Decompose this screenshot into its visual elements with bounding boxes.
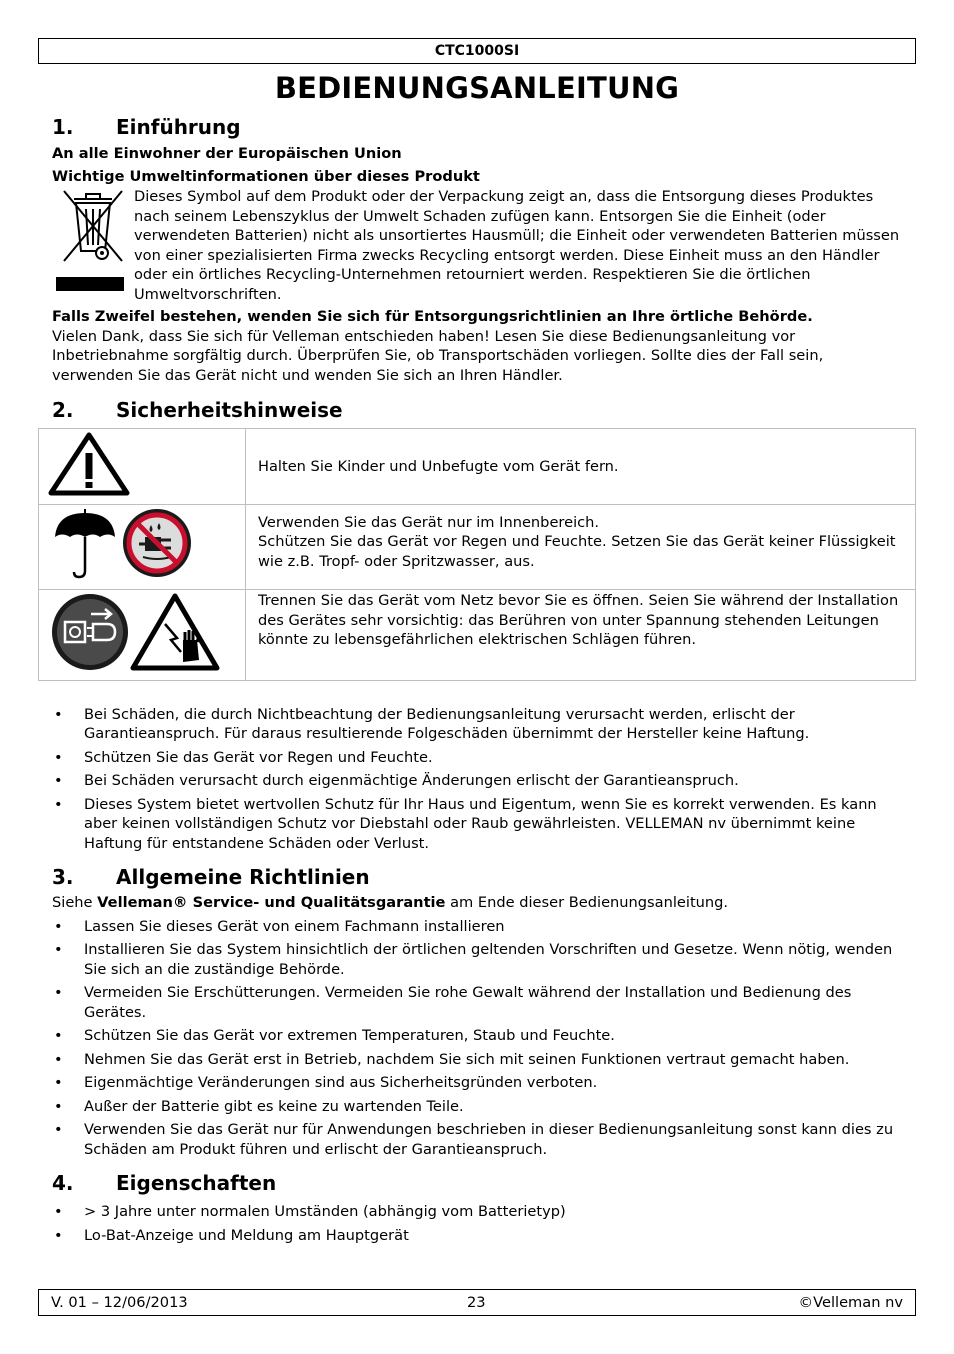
electric-shock-icon: [133, 596, 217, 668]
section-4-heading: [52, 1171, 902, 1195]
list-item: • Schützen Sie das Gerät vor extremen Temperaturen, Staub und Feuchte.: [52, 1026, 902, 1046]
safety-text: Halten Sie Kinder und Unbefugte vom Gerät fern.: [258, 457, 619, 475]
unplug-icon: [52, 594, 128, 670]
safety-icon-cell: [39, 504, 246, 590]
footer-copyright: ©Velleman nv: [798, 1294, 903, 1311]
guarantee-reference: Velleman® Service- und Qualitätsgarantie: [97, 894, 446, 911]
section-title: Allgemeine Richtlinien: [116, 865, 370, 889]
intro-text: am Ende dieser Bedienungsanleitung.: [445, 894, 729, 911]
list-item: • > 3 Jahre unter normalen Umständen (abhängig vom Batterietyp): [52, 1202, 902, 1222]
safety-text-cell: [246, 504, 916, 590]
page-title: BEDIENUNGSANLEITUNG: [274, 71, 680, 105]
safety-text-cell: [246, 590, 916, 681]
list-item: • Bei Schäden verursacht durch eigenmächtige Änderungen erlischt der Garantieanspruch.: [52, 771, 902, 791]
safety-row: [39, 429, 916, 505]
list-item: • Außer der Batterie gibt es keine zu wartenden Teile.: [52, 1097, 902, 1117]
header-model: CTC1000SI: [38, 38, 916, 64]
list-item: • Eigenmächtige Veränderungen sind aus Sicherheitsgründen verboten.: [52, 1073, 902, 1093]
section-1-heading: [52, 115, 902, 139]
section-title: Eigenschaften: [116, 1171, 277, 1195]
safety-table: [38, 428, 916, 681]
list-item: • Bei Schäden, die durch Nichtbeachtung der Bedienungsanleitung verursacht werden, erlischt der Garantieanspruch. Für daraus resultierende Folgeschäden übernimmt der Hersteller keine Haftung.: [52, 705, 902, 744]
weee-text: Dieses Symbol auf dem Produkt oder der Verpackung zeigt an, dass die Entsorgung dieses Produktes nach seinem Lebenszyklus der Umwelt Schaden zufügen kann. Entsorgen Sie die Einheit (oder verwendeten Batterien) nicht als unsortiertes Hausmüll; die Einheit oder verwendeten Batterien müssen von einer spezialisierten Firma zwecks Recycling entsorgt werden. Diese Einheit muss an den Händler oder ein örtliches Recycling-Unternehmen retourniert werden. Respektieren Sie die örtlichen Umweltvorschriften.: [134, 188, 900, 303]
list-item: • Lassen Sie dieses Gerät von einem Fachmann installieren: [52, 917, 902, 937]
list-item: • Lo-Bat-Anzeige und Meldung am Hauptgerät: [52, 1226, 902, 1246]
safety-text: Verwenden Sie das Gerät nur im Innenbereich.: [258, 513, 600, 531]
list-item: • Nehmen Sie das Gerät erst in Betrieb, nachdem Sie sich mit seinen Funktionen vertraut gemacht haben.: [52, 1050, 902, 1070]
safety-icon-cell: [39, 429, 246, 505]
page-number: 23: [467, 1294, 486, 1311]
footer-version: V. 01 – 12/06/2013: [51, 1294, 188, 1311]
weee-block: [52, 187, 902, 304]
crossed-bin-icon: [52, 187, 134, 304]
warning-triangle-icon: [39, 429, 245, 498]
doubt-notice: Falls Zweifel bestehen, wenden Sie sich für Entsorgungsrichtlinien an Ihre örtliche Behörde.: [52, 308, 813, 325]
safety-icon-cell: [39, 590, 246, 681]
safety-row: [39, 504, 916, 590]
section-title: Sicherheitshinweise: [116, 398, 343, 422]
safety-text: Schützen Sie das Gerät vor Regen und Feuchte. Setzen Sie das Gerät keiner Flüssigkeit wie z.B. Tropf- oder Spritzwasser, aus.: [258, 533, 896, 570]
section-3-heading: [52, 865, 902, 889]
section-2-heading: [52, 398, 902, 422]
list-item: • Schützen Sie das Gerät vor Regen und Feuchte.: [52, 748, 902, 768]
section-number: 3.: [52, 865, 74, 889]
no-liquid-icon: [123, 509, 191, 577]
safety-text-cell: [246, 429, 916, 505]
guarantee-intro: [52, 893, 902, 913]
safety-text: Trennen Sie das Gerät vom Netz bevor Sie es öffnen. Seien Sie während der Installation des Gerätes sehr vorsichtig: das Berühren von unter Spannung stehenden Leitungen könnte zu lebensgefährlichen elektrischen Schlägen führen.: [258, 592, 899, 648]
intro-text: Siehe: [52, 894, 98, 911]
thanks-paragraph: Vielen Dank, dass Sie sich für Velleman entschieden haben! Lesen Sie diese Bedienungsanleitung vor Inbetriebnahme sorgfältig durch. Überprüfen Sie, ob Transportschäden vorliegen. Sollte dies der Fall sein, verwenden Sie das Gerät nicht und wenden Sie sich an Ihren Händler.: [52, 327, 824, 384]
list-item: • Installieren Sie das System hinsichtlich der örtlichen geltenden Vorschriften und Gesetze. Wenn nötig, wenden Sie sich an die zuständige Behörde.: [52, 940, 902, 979]
umbrella-icon: [55, 509, 115, 577]
section-number: 2.: [52, 398, 74, 422]
eu-residents-heading: An alle Einwohner der Europäischen Union: [52, 145, 402, 162]
section-number: 4.: [52, 1171, 74, 1195]
page-footer: [38, 1289, 916, 1316]
section-number: 1.: [52, 115, 74, 139]
list-item: • Dieses System bietet wertvollen Schutz für Ihr Haus und Eigentum, wenn Sie es korrekt verwenden. Es kann aber keinen vollständigen Schutz vor Diebstahl oder Raub gewährleisten. VELLEMAN nv übernimmt keine Haftung für entstandene Schäden oder Verlust.: [52, 795, 902, 854]
safety-bullet-list: [52, 705, 902, 854]
list-item: • Verwenden Sie das Gerät nur für Anwendungen beschrieben in dieser Bedienungsanleitung sonst kann dies zu Schäden am Produkt führen und erlischt der Garantieanspruch.: [52, 1120, 902, 1159]
guidelines-list: [52, 917, 902, 1160]
safety-row: [39, 590, 916, 681]
environment-info-heading: Wichtige Umweltinformationen über dieses Produkt: [52, 167, 480, 185]
list-item: • Vermeiden Sie Erschütterungen. Vermeiden Sie rohe Gewalt während der Installation und Bedienung des Gerätes.: [52, 983, 902, 1022]
manual-page: [38, 38, 916, 1249]
section-title: Einführung: [116, 115, 241, 139]
features-list: [52, 1202, 902, 1245]
